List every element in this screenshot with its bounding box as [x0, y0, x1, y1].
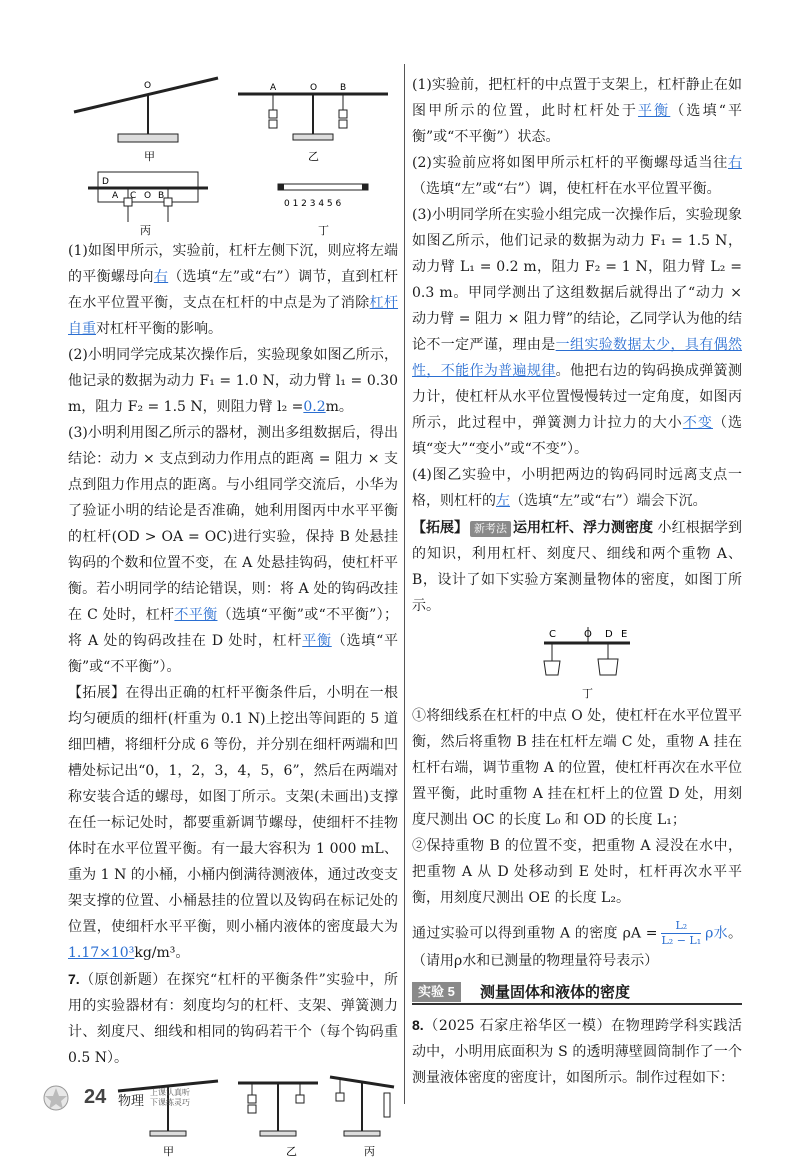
answer-left-q3-a: 不平衡 — [174, 607, 218, 623]
caption-jia: 甲 — [144, 150, 155, 163]
answer-right-q1: 平衡 — [637, 103, 671, 119]
caption-ding-right: 丁 — [582, 687, 593, 700]
figure-yi — [238, 83, 388, 163]
density-lever-figure — [412, 619, 742, 703]
question-8: 8.（2025 石家庄裕华区一模）在物理跨学科实践活动中，小明用底面积为 S 的透明薄壁圆筒制作了一个测量液体密度的密度计，如图所示。制作过程如下： — [412, 1017, 742, 1086]
caption-bing: 丙 — [140, 224, 151, 237]
label-o3: O — [144, 191, 152, 201]
left-extension: 【拓展】在得出正确的杠杆平衡条件后，小明在一根均匀硬质的细杆(杆重为 0.1 N)上挖出等间距的 5 道细凹槽，将细杆分成 6 等份，并分别在细杆两端和凹槽处标记出“0，1，2，3，4，5，6”，然后在两端对称安装合适的螺母，如图丁所示。支架(未画出)支撑在任一标记处时，都要重新调节螺母，使细杆不挂物体时在水平位置平衡。有一最大容积为 1 000 mL、重为 1 N 的小桶，小桶内倒满待测液体，通过改变支架支撑的位置、小桶悬挂的位置以及钩码在标记处的位置，使细杆水平平衡，则小桶内液体的密度最大为1.17×10³kg/m³。 — [68, 685, 398, 961]
answer-left-q1-a: 右 — [153, 269, 169, 285]
extension-topic: 运用杠杆、浮力测密度 — [513, 519, 653, 535]
section-title: 测量固体和液体的密度 — [480, 984, 631, 1001]
left-column — [68, 72, 398, 1161]
label-c: C — [130, 191, 137, 201]
left-q2: (2)小明同学完成某次操作后，实验现象如图乙所示，他记录的数据为动力 F₁ = 1.0 N，动力臂 l₁ = 0.30 m，阻力 F₂ = 1.5 N，则阻力臂 l₂ =0.2m。 — [68, 347, 398, 415]
q7-figure-bing — [330, 1077, 394, 1158]
scale-labels: 0 1 2 3 4 5 6 — [284, 199, 342, 209]
left-q3: (3)小明利用图乙所示的器材，测出多组数据后，得出结论：动力 × 支点到动力作用点的距离 = 阻力 × 支点到阻力作用点的距离。与小组同学交流后，小华为了验证小明的结论是否准确，她利用图丙中水平平衡的杠杆(OD > OA = OC)进行实验，保持 B 处悬挂钩码的个数和位置不变，在 A 处悬挂钩码，使杠杆平衡。若小明同学的结论错误，则：将 A 处的钩码改挂在 C 处时，杠杆不平衡（选填“平衡”或“不平衡”）；将 A 处的钩码改挂在 D 处时，杠杆平衡（选填“平衡”或“不平衡”）。 — [68, 425, 399, 675]
answer-right-q2: 右 — [728, 155, 742, 171]
svg-text:甲: 甲 — [163, 1145, 174, 1158]
mascot-icon — [34, 1082, 80, 1114]
right-q3: (3)小明同学所在实验小组完成一次操作后，实验现象如图乙所示，他们记录的数据为动力 F₁ = 1.5 N，动力臂 L₁ = 0.2 m，阻力 F₂ = 1 N，阻力臂 L₂ = 0.3 m。甲同学测出了这组数据后就得出了“动力 × 动力臂 = 阻力 × 阻力臂”的结论，乙同学认为他的结论不一定严谨，理由是一组实验数据太少，具有偶然性，不能作为普遍规律。他把右边的钩码换成弹簧测力计，使杠杆从水平位置慢慢转过一定角度，如图丙所示，此过程中，弹簧测力计拉力的大小不变（选填“变大”“变小”或“不变”）。 — [412, 207, 743, 457]
answer-right-q3-a: 一组实验数据太少，具有偶然性，不能作为普遍规律 — [412, 337, 743, 379]
extension-tag: 【拓展】 — [412, 519, 468, 535]
answer-right-q3-b: 不变 — [682, 415, 713, 431]
label-o2: O — [310, 83, 318, 93]
right-q4: (4)图乙实验中，小明把两边的钩码同时远离支点一格，则杠杆的左（选填“左”或“右”）端会下沉。 — [412, 467, 742, 509]
label-b: B — [340, 83, 347, 93]
svg-text:E: E — [621, 629, 628, 640]
right-q2: (2)实验前应将如图甲所示杠杆的平衡螺母适当往右（选填“左”或“右”）调，使杠杆在水平位置平衡。 — [412, 155, 742, 197]
lever-figures — [68, 72, 398, 238]
left-q1: (1)如图甲所示，实验前，杠杆左侧下沉，则应将左端的平衡螺母向右（选填“左”或“右”）调节，直到杠杆在水平位置平衡，支点在杠杆的中点是为了消除杠杆自重对杠杆平衡的影响。 — [68, 243, 399, 337]
result-line: 通过实验可以得到重物 A 的密度 ρA = $\frac{\text{L₂}}{\text{L₂ − L₁}}$ ρ水。（请用ρ水和已测量的物理量符号表示） — [412, 919, 743, 969]
page-number: 24 — [84, 1086, 107, 1108]
column-divider — [404, 64, 405, 1104]
svg-text:O: O — [584, 629, 592, 640]
answer-left-q1-b: 杠杆自重 — [68, 295, 399, 337]
right-column — [412, 72, 742, 1091]
figure-jia — [74, 78, 218, 163]
section-header-exp5 — [412, 978, 742, 1006]
answer-left-q2: 0.2 — [303, 399, 326, 415]
section-label: 实验 5 — [412, 982, 461, 1002]
figure-ding-right — [412, 619, 742, 703]
answer-left-q3-b: 平衡 — [302, 633, 332, 649]
svg-text:丙: 丙 — [364, 1145, 375, 1158]
figure-group-top — [68, 72, 398, 238]
new-method-badge: 新考法 — [470, 521, 511, 537]
svg-text:C: C — [549, 629, 556, 640]
question-7: 7.（原创新题）在探究“杠杆的平衡条件”实验中，所用的实验器材有：刻度均匀的杠杆、支架、弹簧测力计、刻度尺、细线和相同的钩码若干个（每个钩码重 0.5 N）。 — [68, 971, 398, 1066]
label-a2: A — [112, 191, 119, 201]
svg-text:D: D — [605, 629, 613, 640]
label-d: D — [102, 177, 109, 187]
figure-bing — [88, 172, 208, 237]
figure-ding — [278, 184, 368, 237]
step-2: ②保持重物 B 的位置不变，把重物 A 浸没在水中，把重物 A 从 D 处移动到 E 处时，杠杆再次水平平衡，用刻度尺测出 OE 的长度 L₂。 — [412, 838, 742, 906]
page-footer — [34, 1082, 294, 1114]
subject-label: 物理 — [118, 1093, 145, 1108]
caption-yi: 乙 — [308, 150, 319, 163]
svg-text:乙: 乙 — [286, 1145, 297, 1158]
step-1: ①将细线系在杠杆的中点 O 处，使杠杆在水平位置平衡，然后将重物 B 挂在杠杆左端 C 处，重物 A 挂在杠杆右端，调节重物 A 的位置，使杠杆再次在水平位置平衡，此时重物 A 挂在杠杆上的位置 D 处，用刻度尺测出 OC 的长度 L₀ 和 OD 的长度 L₁； — [412, 708, 742, 828]
label-o: O — [144, 81, 152, 91]
right-extension: 【拓展】 新考法 运用杠杆、浮力测密度 小红根据学到的知识，利用杠杆、刻度尺、细线和两个重物 A、B，设计了如下实验方案测量物体的密度，如图丁所示。 — [412, 514, 742, 619]
answer-right-q4: 左 — [496, 493, 510, 509]
label-b2: B — [158, 191, 165, 201]
answer-left-ext: 1.17×10³ — [68, 945, 135, 961]
caption-ding: 丁 — [318, 224, 329, 237]
label-a: A — [270, 83, 277, 93]
right-q1: (1)实验前，把杠杆的中点置于支架上，杠杆静止在如图甲所示的位置，此时杠杆处于平衡（选填“平衡”或“不平衡”）状态。 — [412, 77, 743, 145]
density-formula: $\frac{\text{L₂}}{\text{L₂ − L₁}}$ — [661, 919, 702, 947]
slogan: 上课认真听 下课练灵巧 — [150, 1088, 190, 1107]
